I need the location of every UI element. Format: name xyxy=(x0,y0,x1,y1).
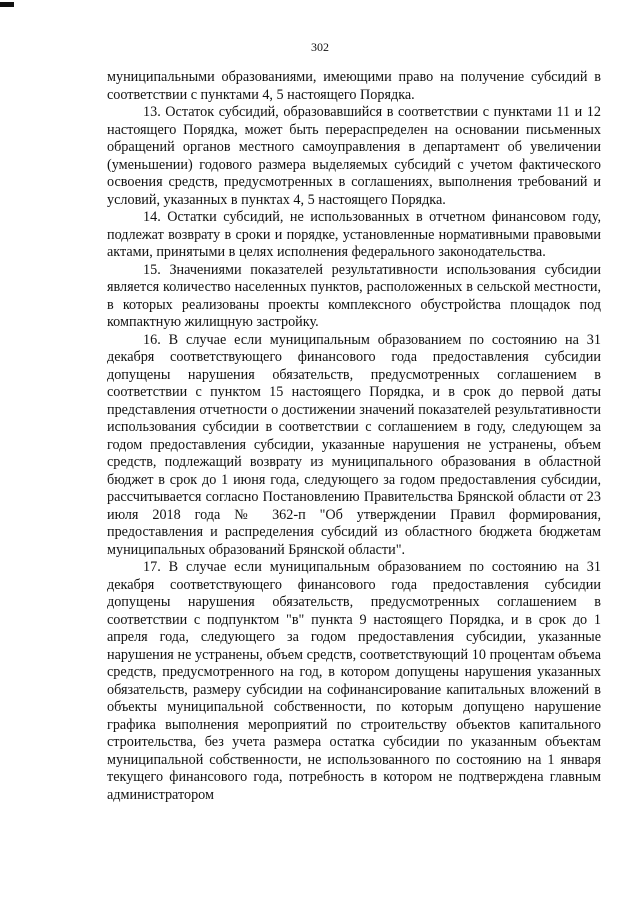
paragraph-continuation: муниципальными образованиями, имеющими право на получение субсидий в соответствии с пунктами 4, 5 настоящего Порядка. xyxy=(107,69,601,103)
paragraph-17: 17. В случае если муниципальным образованием по состоянию на 31 декабря соответствующего финансового года предоставления субсидии допущены нарушения обязательств, предусмотренных соглашением в соответствии с подпунктом "в" пункта 9 настоящего Порядка, и в срок до 1 апреля года, следующего за годом предоставления субсидии, указанные нарушения не устранены, объем средств, соответствующий 10 процентам объема средств, предусмотренного на год, в котором допущены нарушения указанных обязательств, размеру субсидии на софинансирование капитальных вложений в объекты муниципальной собственности, по которым допущено нарушение графика выполнения мероприятий по строительству объектов капитального строительства, без учета размера остатка субсидии по указанным объектам муниципальной собственности, не использованного по состоянию на 1 января текущего финансового года, потребность в котором не подтверждена главным администратором xyxy=(107,559,601,803)
page-number: 302 xyxy=(311,40,329,54)
paragraph-14: 14. Остатки субсидий, не использованных в отчетном финансовом году, подлежат возврату в сроки и порядке, установленные нормативными правовыми актами, принятыми в целях исполнения федерального законодательства. xyxy=(107,209,601,260)
paragraph-15: 15. Значениями показателей результативности использования субсидии является количество населенных пунктов, расположенных в сельской местности, в которых реализованы проекты комплексного обустройства площадок под компактную жилищную застройку. xyxy=(107,261,601,330)
paragraph-16: 16. В случае если муниципальным образованием по состоянию на 31 декабря соответствующего финансового года предоставления субсидии допущены нарушения обязательств, предусмотренных соглашением в соответствии с пунктом 15 настоящего Порядка, и в срок до первой даты представления отчетности о достижении значений показателей результативности использования субсидии в соответствии с соглашением в году, следующем за годом предоставления субсидии, указанные нарушения не устранены, объем средств, подлежащий возврату из муниципального образования в областной бюджет в срок до 1 июня года, следующего за годом предоставления субсидии, рассчитывается согласно Постановлению Правительства Брянской области от 23 июля 2018 года № 362-п "Об утверждении Правил формирования, предоставления и распределения субсидий из областного бюджета бюджетам муниципальных образований Брянской области". xyxy=(107,331,601,558)
document-body xyxy=(107,69,601,804)
scan-corner-mark xyxy=(0,2,14,7)
paragraph-13: 13. Остаток субсидий, образовавшийся в соответствии с пунктами 11 и 12 настоящего Порядка, может быть перераспределен на основании письменных обращений органов местного самоуправления в департамент об увеличении (уменьшении) годового размера выделяемых субсидий с учетом фактического освоения средств, предусмотренных в соглашениях, выполнения требований и условий, указанных в пунктах 4, 5 настоящего Порядка. xyxy=(107,104,601,208)
